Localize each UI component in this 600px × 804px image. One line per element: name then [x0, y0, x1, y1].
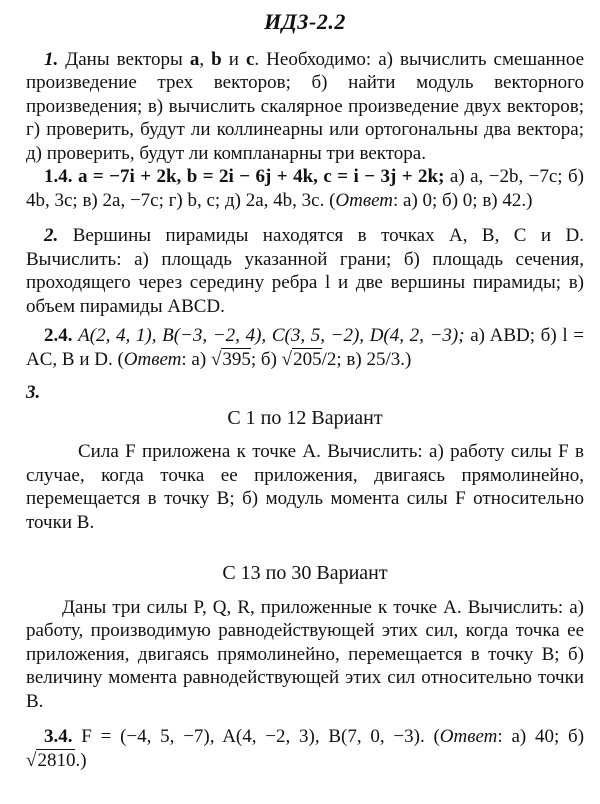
task2-4-points: A(2, 4, 1), B(−3, −2, 4), C(3, 5, −2), D(4, 2, −3);	[78, 325, 465, 346]
task3-4-answer-a: : а) 40; б)	[497, 726, 585, 747]
variant-heading-1: С 1 по 12 Вариант	[227, 406, 383, 429]
task1-4-paragraph	[26, 165, 584, 212]
task1-4-body: а) a, −2b, −7c; б) 4b, 3c; в) 2a, −7c; г) b, c; д) 2a, 4b, 3c. (	[26, 166, 585, 211]
page-title: ИДЗ-2.2	[264, 9, 346, 34]
task1-comma: ,	[199, 48, 212, 70]
task1-4-answer-label: Ответ	[335, 189, 393, 211]
task3-text-2: Даны три силы P, Q, R, приложенные к точке A. Вычислить: а) работу, производимую равнодействующей этих сил, когда точка ее приложения, двигаясь прямолинейно, перемещается в точку B; б) величину момента равнодействующей этих сил относительно точки B.	[26, 596, 584, 712]
task2-4-answer-b: ; б)	[250, 348, 282, 370]
task2-text: Вершины пирамиды находятся в точках A, B, C и D. Вычислить: а) площадь указанной грани; б) площадь сечения, проходящего через середину ребра l и две вершины пирамиды; в) объем пирамиды ABCD.	[26, 225, 584, 317]
task2-4-sqrt-205: 205	[293, 348, 322, 370]
task1-text-b: и	[221, 48, 246, 70]
task2-4-answer-d: в) 25/3.)	[346, 348, 412, 370]
task1-vector-a: a	[189, 48, 200, 70]
task3-4-number: 3.4.	[44, 726, 73, 747]
task2-4-answer-label: Ответ	[123, 348, 182, 370]
task1-vector-c: c	[245, 48, 255, 70]
task1-number: 1.	[44, 48, 59, 70]
task2-number: 2.	[44, 225, 59, 246]
task1-paragraph	[26, 48, 584, 166]
variant-heading-2: С 13 по 30 Вариант	[222, 562, 388, 584]
task1-4-vectors: a = −7i + 2k, b = 2i − 6j + 4k, c = i − 3j + 2k;	[77, 166, 445, 187]
task2-paragraph	[26, 224, 584, 318]
task3-4-sqrt-2810: 2810	[37, 749, 76, 771]
task1-text-c: . Необходимо: а) вычислить смешанное произведение трех векторов; б) найти модуль векторного произведения; в) вычислить скалярное произведение двух векторов; г) проверить, будут ли коллинеарны или ортогональны два вектора; д) проверить, будут ли компланарны три вектора.	[26, 48, 585, 164]
task3-4-body: F = (−4, 5, −7), A(4, −2, 3), B(7, 0, −3). (	[81, 726, 440, 747]
task3-4-answer-end: .)	[75, 749, 87, 771]
task1-4-answer: : а) 0; б) 0; в) 42.)	[392, 189, 533, 211]
task3-number: 3.	[26, 382, 41, 403]
task3-text-1: Сила F приложена к точке A. Вычислить: а) работу силы F в случае, когда точка ее приложения, двигаясь прямолинейно, перемещается в точку B; б) модуль момента силы F относительно точки B.	[26, 441, 584, 533]
task2-4-body: а) ABD; б) l = AC, B и D. (	[26, 325, 585, 370]
task1-vector-b: b	[211, 48, 222, 70]
task2-4-answer-c: /2;	[321, 348, 342, 370]
task1-text-a: Даны векторы	[58, 48, 190, 70]
task3-4-paragraph: 3.4. F = (−4, 5, −7), A(4, −2, 3), B(7, 0, −3). (Ответ: а) 40; б) √2810.)	[26, 726, 585, 771]
task1-4-number: 1.4.	[44, 166, 73, 187]
task2-4-number: 2.4.	[44, 325, 73, 346]
task2-4-paragraph: 2.4. A(2, 4, 1), B(−3, −2, 4), C(3, 5, −2), D(4, 2, −3); а) ABD; б) l = AC, B и D. (Ответ: а) √395; б) √205/2; в) 25/3.)	[26, 325, 585, 370]
task3-4-answer-label: Ответ	[439, 726, 498, 747]
task2-4-sqrt-395: 395	[222, 348, 251, 370]
task2-4-answer-a: : а)	[181, 348, 211, 370]
document-page	[26, 10, 584, 772]
